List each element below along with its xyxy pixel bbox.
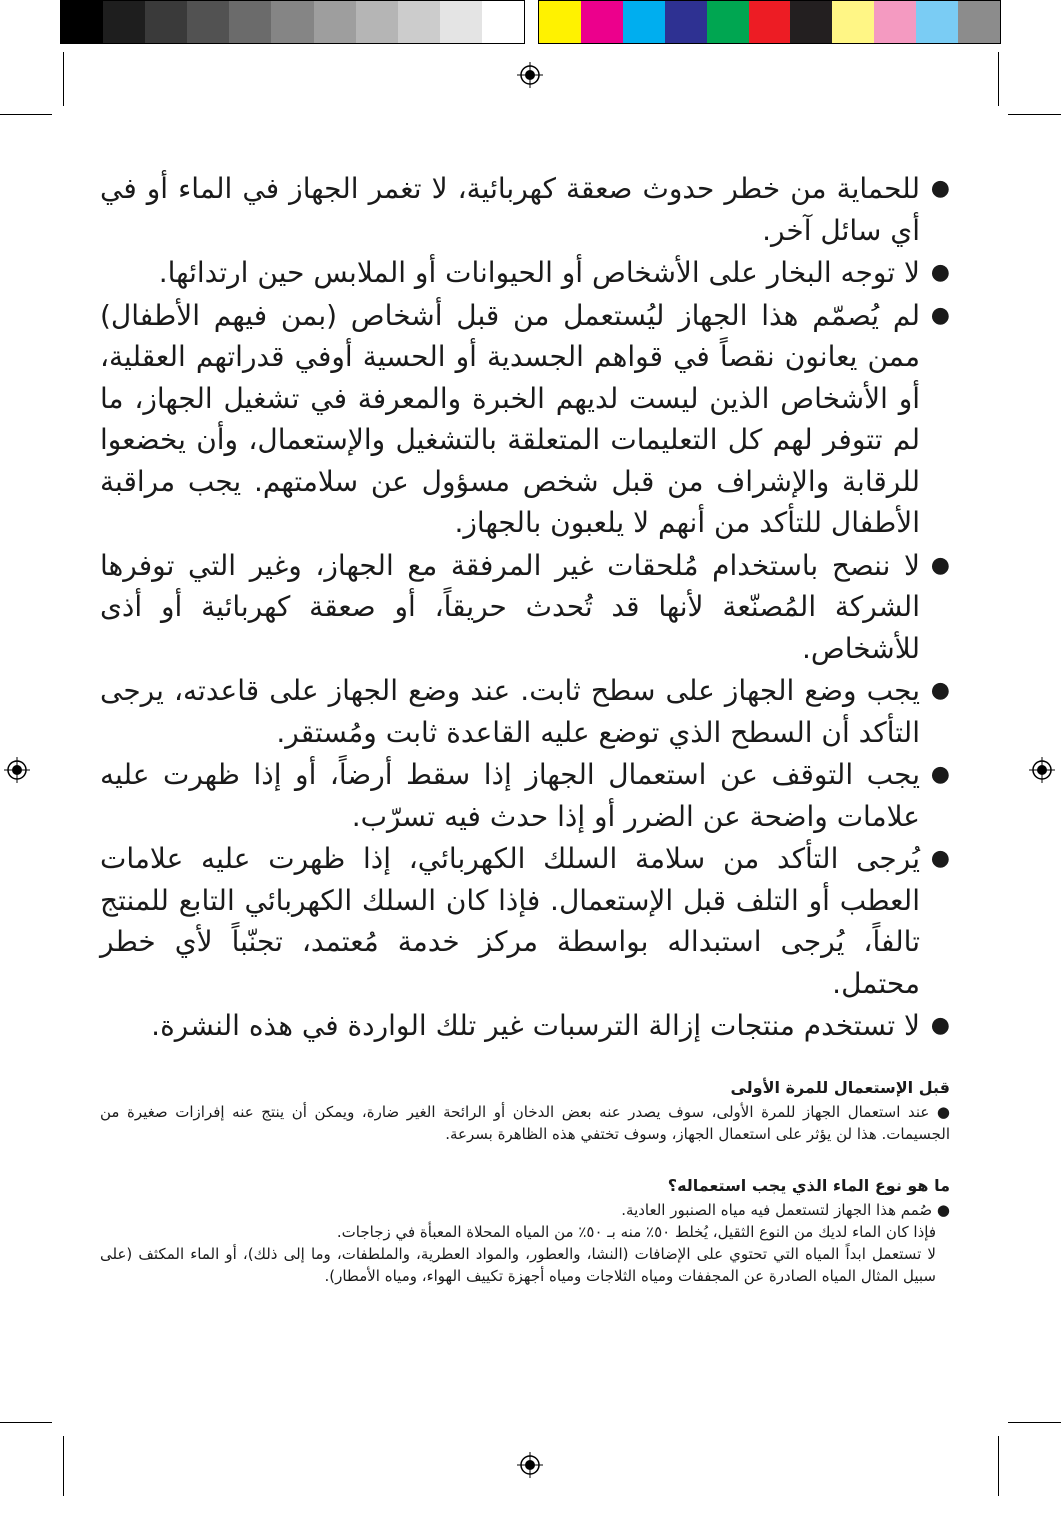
list-item-text: لا ننصح باستخدام مُلحقات غير المرفقة مع الجهاز، وغير التي توفرها الشركة المُصنّعة لأنها قد تُحدث حريقاً، أو صعقة كهربائية أو أذى للأشخاص.	[100, 548, 920, 665]
bullet-icon: ●	[930, 678, 950, 703]
list-item	[100, 168, 950, 251]
bullet-icon: ●	[930, 260, 950, 285]
crop-mark	[998, 1436, 999, 1496]
list-item	[100, 838, 950, 1004]
color-swatch	[707, 1, 749, 43]
gray-swatch	[482, 1, 524, 43]
color-swatch	[749, 1, 791, 43]
gray-swatch	[314, 1, 356, 43]
crop-mark	[1008, 114, 1061, 115]
gray-swatch	[356, 1, 398, 43]
list-item-text: يجب التوقف عن استعمال الجهاز إذا سقط أرضاً، أو إذا ظهرت عليه علامات واضحة عن الضرر أو إذا حدث فيه تسرّب.	[100, 758, 920, 833]
color-swatch	[832, 1, 874, 43]
list-item	[100, 252, 950, 294]
crop-mark	[63, 52, 64, 106]
document-body	[100, 168, 950, 1287]
water-type-section	[100, 1175, 950, 1287]
color-swatch	[790, 1, 832, 43]
color-swatch	[539, 1, 581, 43]
gray-swatch	[398, 1, 440, 43]
safety-instructions-list	[100, 168, 950, 1047]
list-item	[100, 1005, 950, 1047]
color-swatch	[874, 1, 916, 43]
gray-swatch	[145, 1, 187, 43]
registration-mark-icon	[517, 62, 543, 88]
crop-mark	[0, 114, 52, 115]
list-item-text: لا توجه البخار على الأشخاص أو الحيوانات أو الملابس حين ارتدائها.	[158, 256, 920, 289]
grayscale-calibration-bar	[60, 0, 525, 44]
list-item	[100, 670, 950, 753]
bullet-icon: ●	[930, 762, 950, 787]
crop-mark	[998, 52, 999, 106]
bullet-icon: ●	[930, 846, 950, 871]
color-swatch	[958, 1, 1000, 43]
paragraph: فإذا كان الماء لديك من النوع الثقيل، يُخلط ٥٠٪ منه بـ ٥٠٪ من المياه المحلاة المعبأة في زجاجات.	[336, 1222, 936, 1241]
paragraph: ● صُمم هذا الجهاز لتستعمل فيه مياه الصنبور العادية.	[621, 1200, 950, 1219]
section-heading: ما هو نوع الماء الذي يجب استعماله؟	[667, 1175, 950, 1195]
list-item	[100, 754, 950, 837]
registration-mark-icon	[517, 1452, 543, 1478]
list-item	[100, 295, 950, 544]
registration-mark-icon	[1029, 757, 1055, 783]
list-item	[100, 545, 950, 670]
list-item-text: لم يُصمّم هذا الجهاز ليُستعمل من قبل أشخاص (بمن فيهم الأطفال) ممن يعانون نقصاً في قواهم الجسدية أو الحسية أوفي قدراتهم العقلية، أو الأشخاص الذين ليست لديهم الخبرة والمعرفة في تشغيل الجهاز، ما لم تتوفر لهم كل التعليمات المتعلقة بالتشغيل والإستعمال، وأن يخضعوا للرقابة والإشراف من قبل شخص مسؤول عن سلامتهم. يجب مراقبة الأطفال للتأكد من أنهم لا يلعبون بالجهاز.	[100, 298, 920, 539]
crop-mark	[1008, 1422, 1061, 1423]
color-calibration-bar	[538, 0, 1001, 44]
gray-swatch	[187, 1, 229, 43]
color-swatch	[916, 1, 958, 43]
color-swatch	[623, 1, 665, 43]
list-item-text: يجب وضع الجهاز على سطح ثابت. عند وضع الجهاز على قاعدته، يرجى التأكد أن السطح الذي توضع عليه القاعدة ثابت ومُستقر.	[100, 674, 920, 749]
bullet-icon: ●	[930, 1013, 950, 1038]
list-item-text: يُرجى التأكد من سلامة السلك الكهربائي، إذا ظهرت عليه علامات العطب أو التلف قبل الإستعمال. فإذا كان السلك الكهربائي التابع للمنتج تالفاً، يُرجى استبداله بواسطة مركز خدمة مُعتمد، تجنّباً لأي خطر محتمل.	[100, 842, 920, 1000]
bullet-icon: ●	[930, 176, 950, 201]
gray-swatch	[440, 1, 482, 43]
crop-mark	[63, 1436, 64, 1496]
paragraph: لا تستعمل ابداً المياه التي تحتوي على الإضافات (النشا، والعطور، والمواد العطرية، والملطفات، وما إلى ذلك)، أو الماء المكثف (على سبيل المثال المياه الصادرة عن المجففات ومياه الثلاجات ومياه أجهزة تكييف الهواء، ومياه الأمطار).	[100, 1244, 936, 1285]
bullet-icon: ●	[930, 552, 950, 578]
color-swatch	[665, 1, 707, 43]
paragraph: ● عند استعمال الجهاز للمرة الأولى، سوف يصدر عنه بعض الدخان أو الرائحة الغير ضارة، ويمكن أن ينتج عنه إفرازات صغيرة من الجسيمات. هذا لن يؤثر على استعمال الجهاز، وسوف تختفي هذه الظاهرة بسرعة.	[100, 1102, 950, 1143]
crop-mark	[0, 1422, 52, 1423]
color-swatch	[581, 1, 623, 43]
gray-swatch	[229, 1, 271, 43]
gray-swatch	[271, 1, 313, 43]
list-item-text: للحماية من خطر حدوث صعقة كهربائية، لا تغمر الجهاز في الماء أو في أي سائل آخر.	[100, 172, 920, 247]
gray-swatch	[61, 1, 103, 43]
first-use-section	[100, 1077, 950, 1145]
section-heading: قبل الإستعمال للمرة الأولى	[730, 1077, 950, 1097]
registration-mark-icon	[4, 757, 30, 783]
bullet-icon: ●	[930, 302, 950, 328]
list-item-text: لا تستخدم منتجات إزالة الترسبات غير تلك الواردة في هذه النشرة.	[151, 1009, 920, 1042]
gray-swatch	[103, 1, 145, 43]
